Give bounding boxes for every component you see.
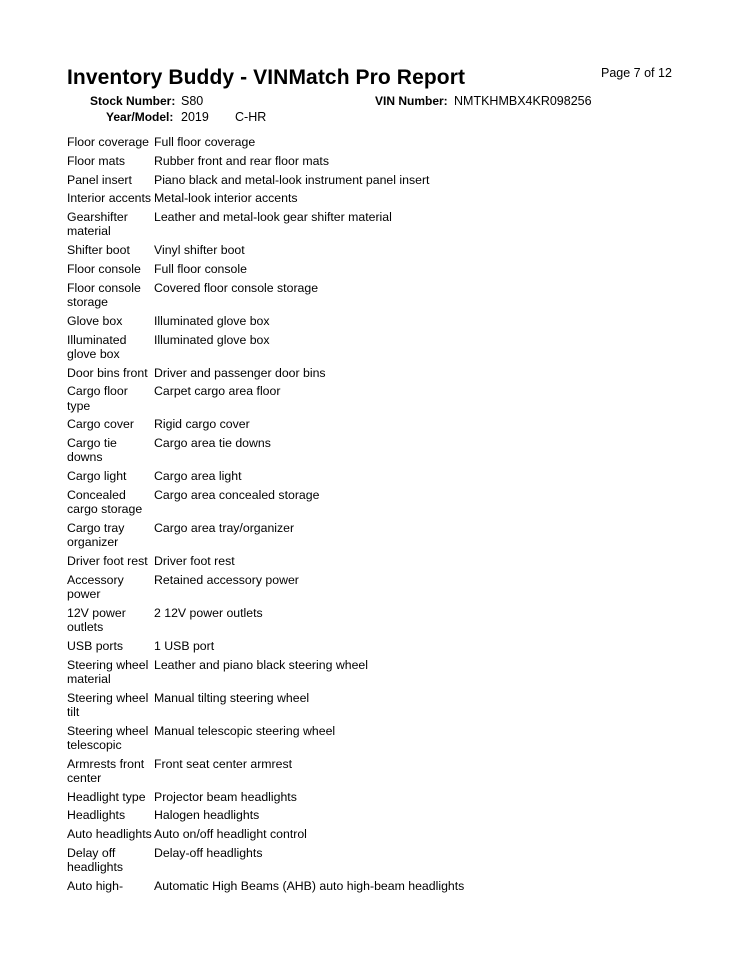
spec-value: Leather and piano black steering wheel: [154, 657, 368, 672]
spec-value: Front seat center armrest: [154, 756, 293, 771]
spec-row: [67, 154, 707, 168]
spec-value: Projector beam headlights: [154, 789, 297, 804]
spec-row: [67, 879, 707, 893]
spec-label: Auto high-: [67, 878, 124, 893]
stock-number-label: Stock Number:: [90, 94, 176, 108]
spec-value: Illuminated glove box: [154, 332, 270, 347]
stock-number-value: S80: [181, 94, 204, 108]
spec-label: Door bins front: [67, 365, 148, 380]
spec-value: Covered floor console storage: [154, 280, 319, 295]
spec-value: Vinyl shifter boot: [154, 243, 245, 258]
spec-row: [67, 827, 707, 841]
spec-label: Shifter boot: [67, 243, 130, 258]
spec-value: Leather and metal-look gear shifter material: [154, 210, 392, 225]
spec-value: Driver and passenger door bins: [154, 365, 326, 380]
spec-label: Panel insert: [67, 172, 132, 187]
spec-value: Delay-off headlights: [154, 845, 263, 860]
spec-value: Cargo area tray/organizer: [154, 520, 295, 535]
spec-value: Halogen headlights: [154, 808, 260, 823]
spec-row: [67, 173, 707, 187]
year-model-label: Year/Model:: [106, 110, 174, 124]
spec-label: Steering wheel telescopic: [67, 723, 149, 752]
spec-value: Cargo area light: [154, 469, 242, 484]
spec-value: 1 USB port: [154, 638, 215, 653]
spec-value: Carpet cargo area floor: [154, 384, 281, 399]
spec-row: [67, 191, 707, 205]
spec-label: Interior accents: [67, 191, 152, 206]
spec-row: [67, 521, 707, 549]
spec-row: [67, 573, 707, 601]
spec-value: Manual telescopic steering wheel: [154, 723, 336, 738]
spec-label: Accessory power: [67, 572, 124, 601]
spec-row: [67, 135, 707, 149]
spec-label: Concealed cargo storage: [67, 487, 143, 517]
spec-label: Floor coverage: [67, 135, 150, 149]
spec-value: Illuminated glove box: [154, 313, 270, 328]
spec-row: [67, 314, 707, 328]
spec-value: Cargo area concealed storage: [154, 487, 320, 502]
spec-label: Delay off headlights: [67, 845, 124, 875]
page-number: Page 7 of 12: [601, 66, 672, 80]
spec-value: Auto on/off headlight control: [154, 827, 307, 842]
spec-label: Cargo cover: [67, 417, 134, 432]
spec-row: [67, 808, 707, 822]
spec-label: USB ports: [67, 638, 124, 653]
spec-label: Glove box: [67, 313, 123, 328]
vin-number-value: NMTKHMBX4KR098256: [454, 94, 592, 108]
spec-row: [67, 384, 707, 412]
spec-row: [67, 658, 707, 686]
spec-row: [67, 639, 707, 653]
spec-row: [67, 243, 707, 257]
spec-label: Headlights: [67, 808, 126, 823]
spec-label: Illuminated glove box: [67, 332, 127, 361]
spec-value: Full floor console: [154, 261, 247, 276]
spec-row: [67, 724, 707, 752]
vin-number-label: VIN Number:: [375, 94, 448, 108]
spec-row: [67, 606, 707, 634]
spec-row: [67, 262, 707, 276]
spec-row: [67, 846, 707, 874]
spec-row: [67, 366, 707, 380]
spec-label: 12V power outlets: [67, 605, 126, 634]
report-title: Inventory Buddy - VINMatch Pro Report: [67, 66, 466, 89]
spec-value: Cargo area tie downs: [154, 436, 271, 451]
spec-label: Floor console storage: [67, 280, 141, 309]
spec-label: Gearshifter material: [67, 210, 128, 239]
spec-value: Full floor coverage: [154, 135, 256, 149]
spec-label: Headlight type: [67, 789, 146, 804]
spec-label: Auto headlights: [67, 827, 152, 842]
spec-row: [67, 554, 707, 568]
spec-label: Floor mats: [67, 153, 126, 168]
spec-value: Piano black and metal-look instrument panel insert: [154, 172, 430, 187]
spec-row: [67, 281, 707, 309]
year-value: 2019: [181, 110, 209, 124]
spec-label: Armrests front center: [67, 756, 145, 785]
spec-label: Cargo light: [67, 469, 127, 484]
spec-label: Cargo tray organizer: [67, 520, 125, 550]
spec-row: [67, 333, 707, 361]
spec-label: Floor console: [67, 261, 141, 276]
spec-label: Steering wheel tilt: [67, 690, 149, 719]
spec-row: [67, 436, 707, 464]
spec-row: [67, 210, 707, 238]
spec-value: Driver foot rest: [154, 553, 235, 568]
spec-row: [67, 757, 707, 785]
spec-value: Rigid cargo cover: [154, 417, 250, 432]
spec-label: Cargo floor type: [67, 384, 128, 413]
spec-list: [67, 135, 707, 898]
spec-row: [67, 469, 707, 483]
spec-label: Steering wheel material: [67, 657, 149, 686]
spec-row: [67, 691, 707, 719]
spec-value: Metal-look interior accents: [154, 191, 298, 206]
spec-label: Driver foot rest: [67, 553, 148, 568]
spec-value: Manual tilting steering wheel: [154, 690, 310, 705]
spec-value: Retained accessory power: [154, 572, 299, 587]
spec-value: Rubber front and rear floor mats: [154, 153, 329, 168]
spec-row: [67, 417, 707, 431]
spec-row: [67, 488, 707, 516]
spec-value: 2 12V power outlets: [154, 605, 263, 620]
spec-label: Cargo tie downs: [67, 436, 117, 465]
spec-row: [67, 790, 707, 804]
spec-value: Automatic High Beams (AHB) auto high-beam headlights: [154, 878, 465, 893]
model-value: C-HR: [235, 110, 267, 124]
